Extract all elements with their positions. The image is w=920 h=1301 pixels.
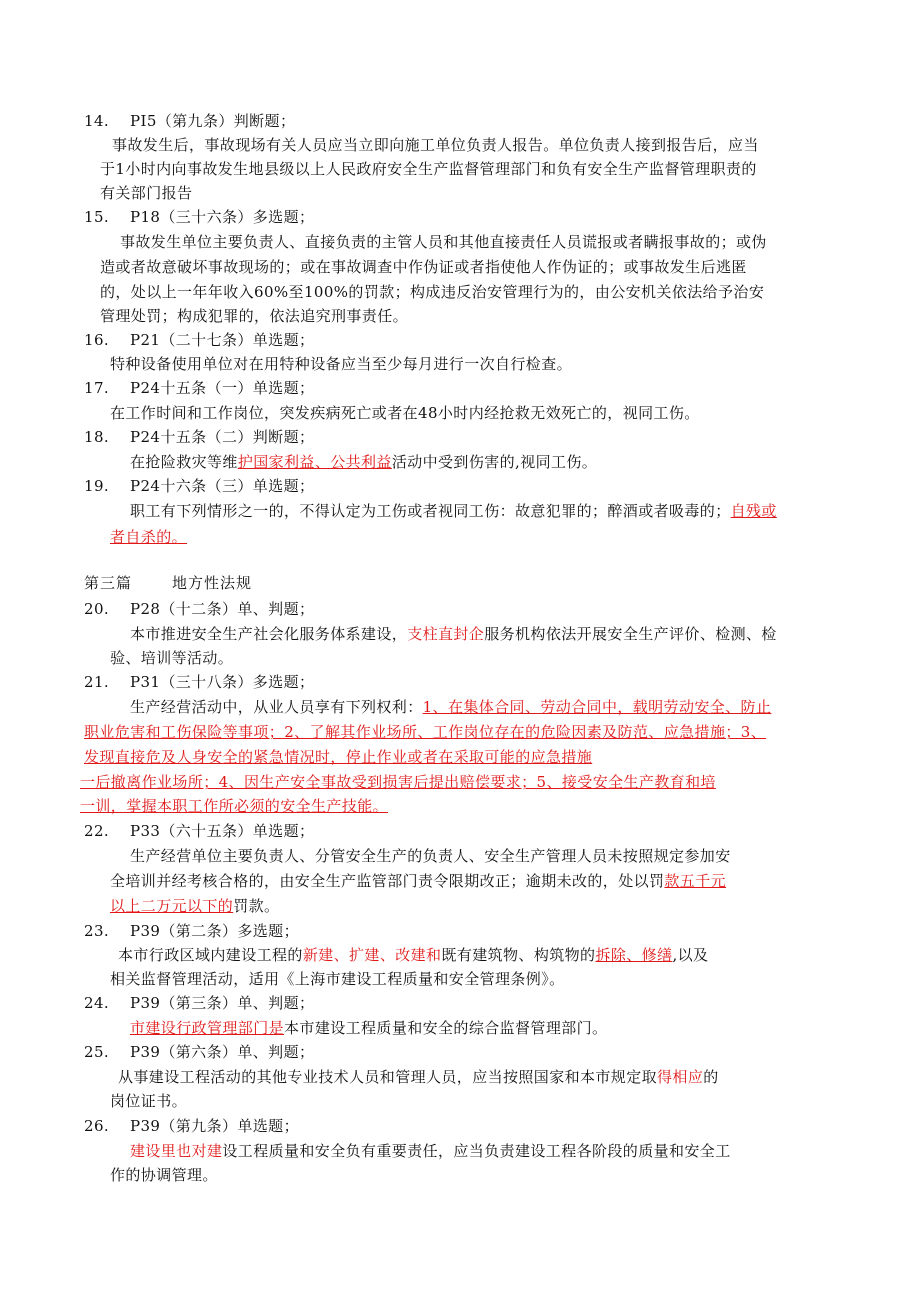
item-21-body-1 [130,696,771,718]
item-26-body-2: 作的协调管理。 [110,1166,218,1184]
item-17-body-1: 在工作时间和工作岗位，突发疾病死亡或者在48小时内经抢救无效死亡的，视同工伤。 [110,404,700,422]
item-23-body-2: 相关监督管理活动，适用《上海市建设工程质量和安全管理条例》。 [110,970,565,988]
item-head: P39（第三条）单、判题； [130,994,315,1012]
item-17-heading [84,377,314,399]
item-24-body-1 [130,1017,607,1039]
text-plain: 设工程质量和安全负有重要责任，应当负责建设工程各阶段的质量和安全工 [222,1142,731,1160]
item-number: 19. [84,477,110,495]
item-head: PI5（第九条）判断题； [130,112,296,130]
item-number: 16. [84,331,110,349]
item-15-body-1: 事故发生单位主要负责人、直接负责的主管人员和其他直接责任人员谎报或者瞒报事故的；或伪 [120,233,767,251]
item-number: 25. [84,1043,110,1061]
item-19-heading [84,475,314,497]
text-highlight: 护国家利益、公共利益 [237,453,392,471]
item-14-body-3: 有关部门报告 [100,184,193,202]
item-22-body-3 [110,895,279,917]
item-20-body-2: 验、培训等活动。 [110,649,234,667]
item-14-body-2: 于1小时内向事故发生地县级以上人民政府安全生产监督管理部门和负有安全生产监督管理职责的 [100,160,757,178]
item-head: P28（十二条）单、判题； [130,600,315,618]
item-26-heading [84,1115,299,1137]
item-15-heading [84,206,314,228]
item-25-heading [84,1041,314,1063]
text-highlight: 新建、扩建、改建和 [302,946,442,964]
item-23-heading [84,920,299,942]
item-21-heading [84,671,314,693]
item-23-body-1 [118,944,708,966]
item-number: 14. [84,112,110,130]
text-plain: 服务机构依法开展安全生产评价、检测、检 [484,625,777,643]
item-head: P24十六条（三）单选题； [130,477,315,495]
item-19-body-2 [110,526,187,548]
text-plain: 本市推进安全生产社会化服务体系建设， [130,625,408,643]
item-number: 22. [84,822,110,840]
item-15-body-4: 管理处罚；构成犯罪的，依法追究刑事责任。 [100,307,409,325]
text-plain: 职工有下列情形之一的，不得认定为工伤或者视同工伤：故意犯罪的；醉酒或者吸毒的； [130,502,731,520]
text-plain: 在抢险救灾等维 [130,453,238,471]
text-plain: 生产经营活动中，从业人员享有下列权利： [130,698,423,716]
item-21-body-2: 职业危害和工伤保险等事项；2、了解其作业场所、工作岗位存在的危险因素及防范、应急措施；3、 [84,723,767,741]
item-head: P18（三十六条）多选题； [130,208,315,226]
item-16-heading [84,329,314,351]
text-plain: ,以及 [672,946,709,964]
item-number: 18. [84,428,110,446]
item-number: 24. [84,994,110,1012]
item-number: 21. [84,673,110,691]
item-20-heading [84,598,314,620]
text-highlight: 以上二万元以下的 [110,897,234,915]
item-22-heading [84,820,314,842]
item-14-heading [84,110,295,132]
item-number: 17. [84,379,110,397]
item-16-body-1: 特种设备使用单位对在用特种设备应当至少每月进行一次自行检查。 [110,355,573,373]
text-plain: 活动中受到伤害的,视同工伤。 [391,453,598,471]
item-15-body-2: 造或者故意破坏事故现场的；或在事故调查中作伪证或者指使他人作伪证的；或事故发生后逃匿 [100,258,747,276]
item-26-body-1 [130,1140,731,1162]
text-plain: 从事建设工程活动的其他专业技术人员和管理人员，应当按照国家和本市规定取 [118,1068,658,1086]
item-18-heading [84,426,314,448]
item-14-body-1: 事故发生后，事故现场有关人员应当立即向施工单位负责人报告。单位负责人接到报告后，应当 [112,136,759,154]
item-head: P24十五条（一）单选题； [130,379,315,397]
section-name: 地方性法规 [172,574,253,592]
text-highlight: 建设里也对建 [130,1142,223,1160]
item-number: 20. [84,600,110,618]
text-plain: 既有建筑物、构筑物的 [441,946,596,964]
item-21-body-4: 一后撤离作业场所；4、因生产安全事故受到损害后提出赔偿要求；5、接受安全生产教育和培 [80,773,716,791]
section-title: 第三篇 [84,574,133,592]
item-head: P31（三十八条）多选题； [130,673,315,691]
item-number: 23. [84,922,110,940]
item-25-body-2: 岗位证书。 [110,1092,188,1110]
item-25-body-1 [118,1066,719,1088]
item-19-body-1 [130,500,777,522]
text-highlight: 支柱直封企 [407,625,485,643]
text-highlight: 拆除、修缮 [595,946,673,964]
text-highlight: 款五千元 [664,872,727,890]
item-18-body-1 [130,451,597,473]
section-heading [84,572,252,594]
item-head: P33（六十五条）单选题； [130,822,315,840]
text-highlight: 1、在集体合同、劳动合同中，载明劳动安全、防止 [422,698,772,716]
item-number: 15. [84,208,110,226]
item-22-body-2 [110,870,726,892]
item-head: P21（二十七条）单选题； [130,331,315,349]
text-plain: 罚款。 [233,897,280,915]
text-highlight: 自残或 [730,502,777,520]
item-head: P39（第二条）多选题； [130,922,299,940]
text-plain: 全培训并经考核合格的，由安全生产监管部门责令限期改正；逾期未改的，处以罚 [110,872,665,890]
item-head: P24十五条（二）判断题； [130,428,315,446]
item-21-body-3: 发现直接危及人身安全的紧急情况时，停止作业或者在采取可能的应急措施 [84,748,593,766]
item-21-body-5: 一训，掌握本职工作所必须的安全生产技能。 [80,797,389,815]
text-highlight: 市建设行政管理部门是 [130,1019,285,1037]
text-plain: 本市行政区域内建设工程的 [118,946,303,964]
text-highlight: 者自杀的。 [110,528,188,546]
text-plain: 的 [703,1068,719,1086]
item-head: P39（第九条）单选题； [130,1117,299,1135]
item-22-body-1: 生产经营单位主要负责人、分管安全生产的负责人、安全生产管理人员未按照规定参加安 [130,847,731,865]
item-20-body-1 [130,623,777,645]
item-number: 26. [84,1117,110,1135]
item-24-heading [84,992,314,1014]
item-15-body-3: 的，处以上一年年收入60%至100%的罚款；构成违反治安管理行为的，由公安机关依法给予治安 [100,283,765,301]
item-head: P39（第六条）单、判题； [130,1043,315,1061]
text-highlight: 得相应 [657,1068,704,1086]
text-plain: 本市建设工程质量和安全的综合监督管理部门。 [284,1019,608,1037]
